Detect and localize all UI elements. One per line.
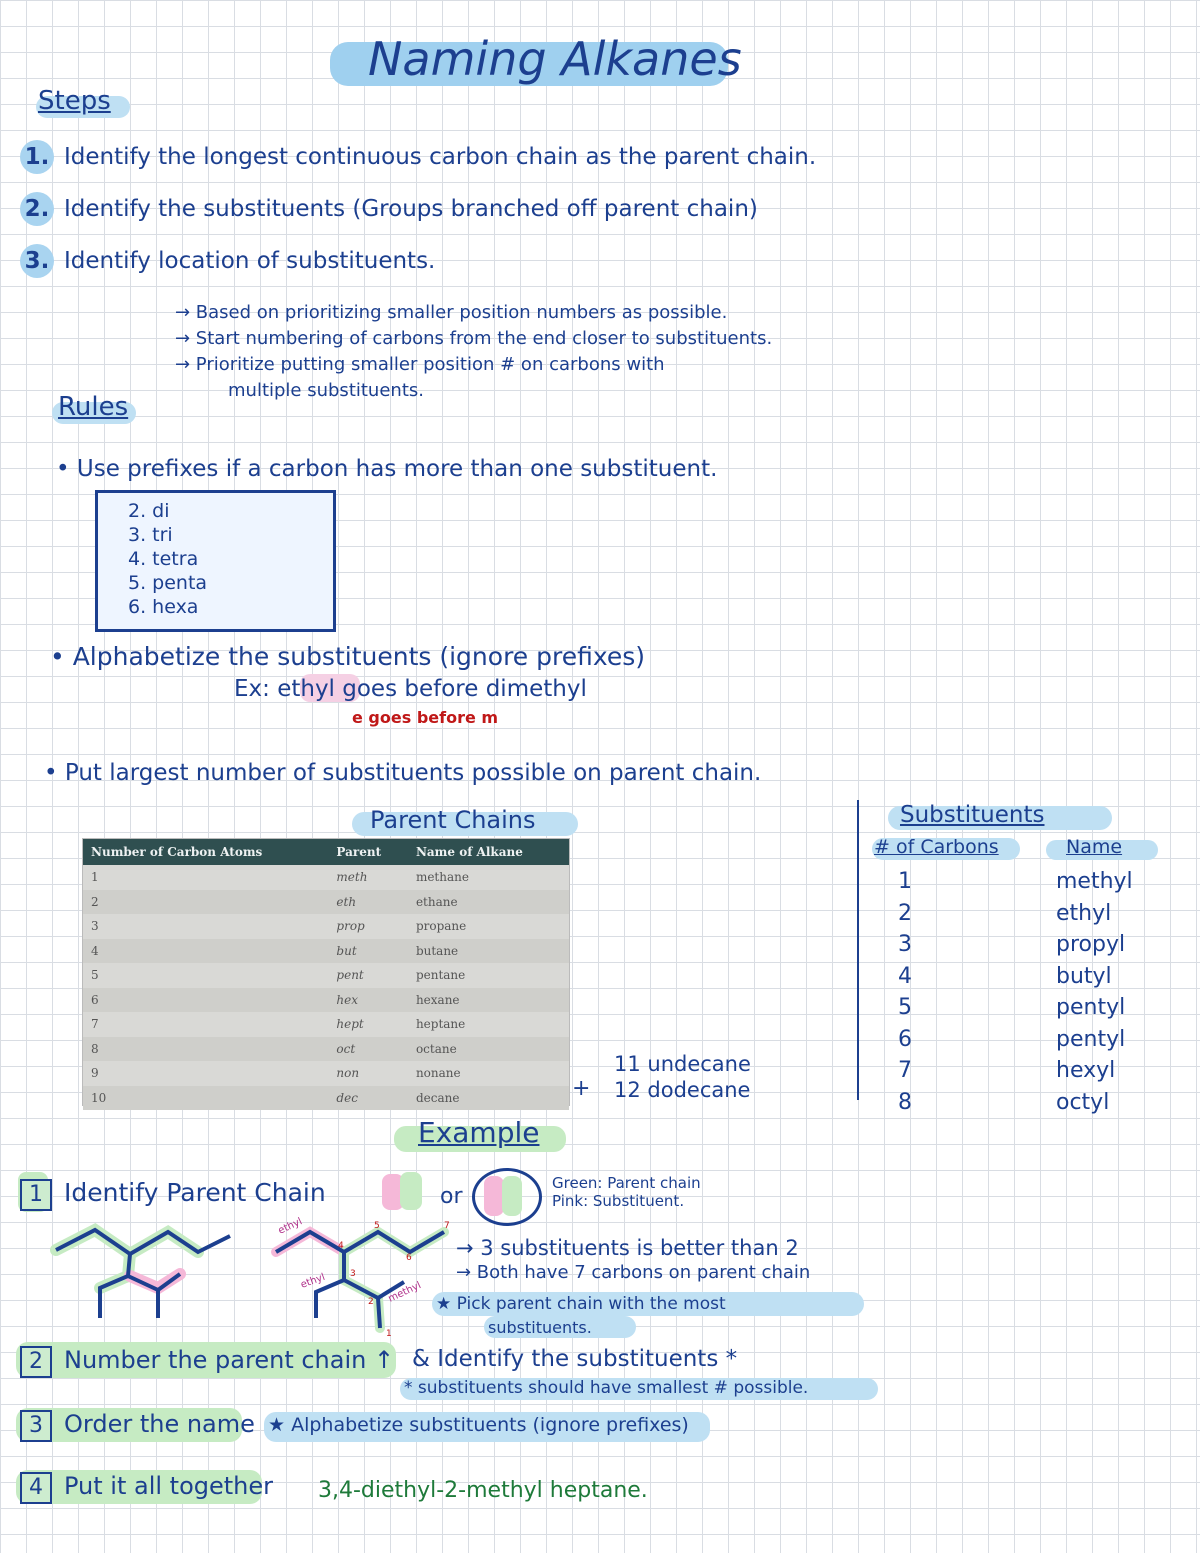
sub-num: 5 xyxy=(898,995,912,1020)
ex-step-3-number: 3 xyxy=(20,1410,52,1442)
location-note-3: → Prioritize putting smaller position # on carbons with xyxy=(175,354,665,375)
cell: 4 xyxy=(83,939,328,964)
ex-step-2-extra: & Identify the substituents * xyxy=(412,1346,738,1372)
prefix-tetra: 4. tetra xyxy=(128,548,199,570)
molecule-num-1: 1 xyxy=(386,1329,392,1339)
ex-step-4 xyxy=(20,1472,273,1504)
cell: heptane xyxy=(415,1017,466,1032)
molecule-label-methyl: methyl xyxy=(386,1280,423,1305)
sub-name: pentyl xyxy=(1056,1026,1126,1052)
sub-name: hexyl xyxy=(1056,1058,1116,1083)
cell: but xyxy=(328,939,408,964)
sub-name: octyl xyxy=(1056,1089,1110,1115)
sub-num: 3 xyxy=(898,932,912,957)
cell: propane xyxy=(415,919,467,934)
substituents-divider xyxy=(857,800,859,1100)
step-2 xyxy=(20,192,758,226)
ex-step-3 xyxy=(20,1410,255,1442)
table-row xyxy=(83,1061,569,1086)
molecule-b-substituent-highlight xyxy=(276,1232,344,1252)
cell: decane xyxy=(408,1086,569,1111)
steps-heading: Steps xyxy=(38,86,111,116)
molecule-label-ethyl-top: ethyl xyxy=(276,1216,305,1237)
example-heading: Example xyxy=(418,1116,540,1149)
ex-step-1-number: 1 xyxy=(20,1179,52,1211)
prefix-tri: 3. tri xyxy=(128,524,173,546)
table-row xyxy=(83,963,569,988)
table-row xyxy=(83,939,569,964)
cell: nonane xyxy=(415,1066,461,1081)
table-row xyxy=(83,1086,569,1111)
rule-2: • Alphabetize the substituents (ignore prefixes) xyxy=(50,642,646,671)
rule-2-note: e goes before m xyxy=(352,708,499,727)
parent-chains-heading: Parent Chains xyxy=(370,806,536,834)
step-2-number: 2. xyxy=(20,192,54,226)
table-row xyxy=(83,1012,569,1037)
cell: 7 xyxy=(91,1017,99,1032)
molecule-num-4: 4 xyxy=(338,1241,344,1251)
extra-plus: + xyxy=(572,1076,591,1101)
final-name: 3,4-diethyl-2-methyl heptane. xyxy=(318,1478,648,1503)
cell: octane xyxy=(408,1037,569,1062)
cell: hex xyxy=(328,988,408,1013)
step-3-number: 3. xyxy=(20,244,54,278)
substituent-names xyxy=(1056,866,1133,1118)
sub-name: methyl xyxy=(1056,869,1133,894)
table-row xyxy=(83,1037,569,1062)
molecule-num-5: 5 xyxy=(374,1221,380,1231)
cell: hexane xyxy=(408,988,569,1013)
cell: 10 xyxy=(83,1086,328,1111)
cell: 9 xyxy=(91,1066,99,1081)
cell: pent xyxy=(336,968,364,983)
step-1-text: Identify the longest continuous carbon chain as the parent chain. xyxy=(64,144,817,170)
legend-pink: Pink: Substituent. xyxy=(552,1192,685,1210)
table-row xyxy=(83,865,569,890)
sub-name: ethyl xyxy=(1056,900,1112,926)
ex-step-3-note: ★ Alphabetize substituents (ignore prefixes) xyxy=(268,1414,689,1436)
step-3 xyxy=(20,244,435,278)
circle-green-swatch xyxy=(502,1176,522,1216)
extra-chain-11: 11 undecane xyxy=(614,1052,751,1076)
legend-green: Green: Parent chain xyxy=(552,1174,701,1192)
rule-2-example: Ex: ethyl goes before dimethyl xyxy=(234,676,587,702)
cell: methane xyxy=(415,870,469,885)
table-row xyxy=(83,890,569,915)
sub-header-carbons: # of Carbons xyxy=(874,836,999,858)
cell: pentane xyxy=(415,968,466,983)
table-row xyxy=(83,988,569,1013)
table-row xyxy=(83,914,569,939)
cell: prop xyxy=(336,919,365,934)
molecule-label-ethyl-left: ethyl xyxy=(299,1271,327,1291)
cell: hept xyxy=(336,1017,364,1032)
ex-step-2-note: * substituents should have smallest # possible. xyxy=(404,1378,809,1398)
sub-name: butyl xyxy=(1056,963,1112,989)
page-title: Naming Alkanes xyxy=(368,32,742,86)
sub-num: 2 xyxy=(898,900,912,926)
ex-step-3-text: Order the name xyxy=(64,1410,255,1438)
cell: meth xyxy=(336,870,368,885)
compare-note-1: → 3 substituents is better than 2 xyxy=(456,1236,799,1260)
sub-name: propyl xyxy=(1056,932,1126,957)
molecule-num-6: 6 xyxy=(406,1253,412,1263)
prefix-box xyxy=(95,490,336,632)
compare-note-3: ★ Pick parent chain with the most xyxy=(436,1294,726,1314)
substituents-heading: Substituents xyxy=(900,802,1045,828)
sub-num: 4 xyxy=(898,963,912,989)
table-header-carbons: Number of Carbon Atoms xyxy=(83,839,328,865)
compare-note-4: substituents. xyxy=(488,1318,592,1337)
circle-pink-swatch xyxy=(484,1176,504,1216)
ex-step-2-number: 2 xyxy=(20,1346,52,1378)
rule-1: • Use prefixes if a carbon has more than one substituent. xyxy=(56,456,718,482)
or-text: or xyxy=(440,1184,463,1209)
cell: butane xyxy=(408,939,569,964)
rules-heading: Rules xyxy=(58,392,129,422)
sub-name: pentyl xyxy=(1056,995,1126,1020)
cell: ethane xyxy=(408,890,569,915)
molecule-num-7: 7 xyxy=(444,1221,450,1231)
sub-num: 8 xyxy=(898,1089,912,1115)
rule-3: • Put largest number of substituents possible on parent chain. xyxy=(44,760,762,786)
ex-step-1 xyxy=(20,1178,326,1211)
sub-num: 1 xyxy=(898,869,912,894)
table-header-parent: Parent xyxy=(328,839,408,865)
prefix-hexa: 6. hexa xyxy=(128,596,199,618)
sub-header-name: Name xyxy=(1066,836,1123,858)
extra-chain-12: 12 dodecane xyxy=(614,1078,751,1102)
cell: 6 xyxy=(83,988,328,1013)
location-note-4: multiple substituents. xyxy=(228,380,424,401)
cell: dec xyxy=(328,1086,408,1111)
molecule-diagrams xyxy=(40,1218,460,1348)
step-1-number: 1. xyxy=(20,140,54,174)
location-note-1: → Based on prioritizing smaller position numbers as possible. xyxy=(175,302,728,323)
prefix-di: 2. di xyxy=(128,500,170,522)
ex-step-1-text: Identify Parent Chain xyxy=(64,1178,326,1207)
cell: 8 xyxy=(83,1037,328,1062)
molecule-num-3: 3 xyxy=(350,1269,356,1279)
step-1 xyxy=(20,140,816,174)
table-header-name: Name of Alkane xyxy=(408,839,569,865)
substituent-numbers xyxy=(898,866,912,1118)
parent-chain-table xyxy=(82,838,570,1106)
step-3-text: Identify location of substituents. xyxy=(64,248,436,274)
step-2-text: Identify the substituents (Groups branched off parent chain) xyxy=(64,196,758,222)
molecule-num-2: 2 xyxy=(368,1297,374,1307)
cell: 3 xyxy=(91,919,99,934)
prefix-penta: 5. penta xyxy=(128,572,208,594)
location-note-2: → Start numbering of carbons from the end closer to substituents. xyxy=(175,328,773,349)
cell: eth xyxy=(328,890,408,915)
cell: 2 xyxy=(83,890,328,915)
parent-table xyxy=(83,839,569,1110)
cell: 1 xyxy=(91,870,99,885)
green-swatch xyxy=(400,1172,422,1210)
cell: oct xyxy=(328,1037,408,1062)
cell: non xyxy=(336,1066,360,1081)
cell: 5 xyxy=(91,968,99,983)
ex-step-4-text: Put it all together xyxy=(64,1472,274,1500)
sub-num: 6 xyxy=(898,1026,912,1052)
compare-note-2: → Both have 7 carbons on parent chain xyxy=(456,1262,811,1283)
ex-step-2-text: Number the parent chain ↑ xyxy=(64,1346,395,1374)
ex-step-2 xyxy=(20,1346,394,1378)
sub-num: 7 xyxy=(898,1058,912,1083)
ex-step-4-number: 4 xyxy=(20,1472,52,1504)
